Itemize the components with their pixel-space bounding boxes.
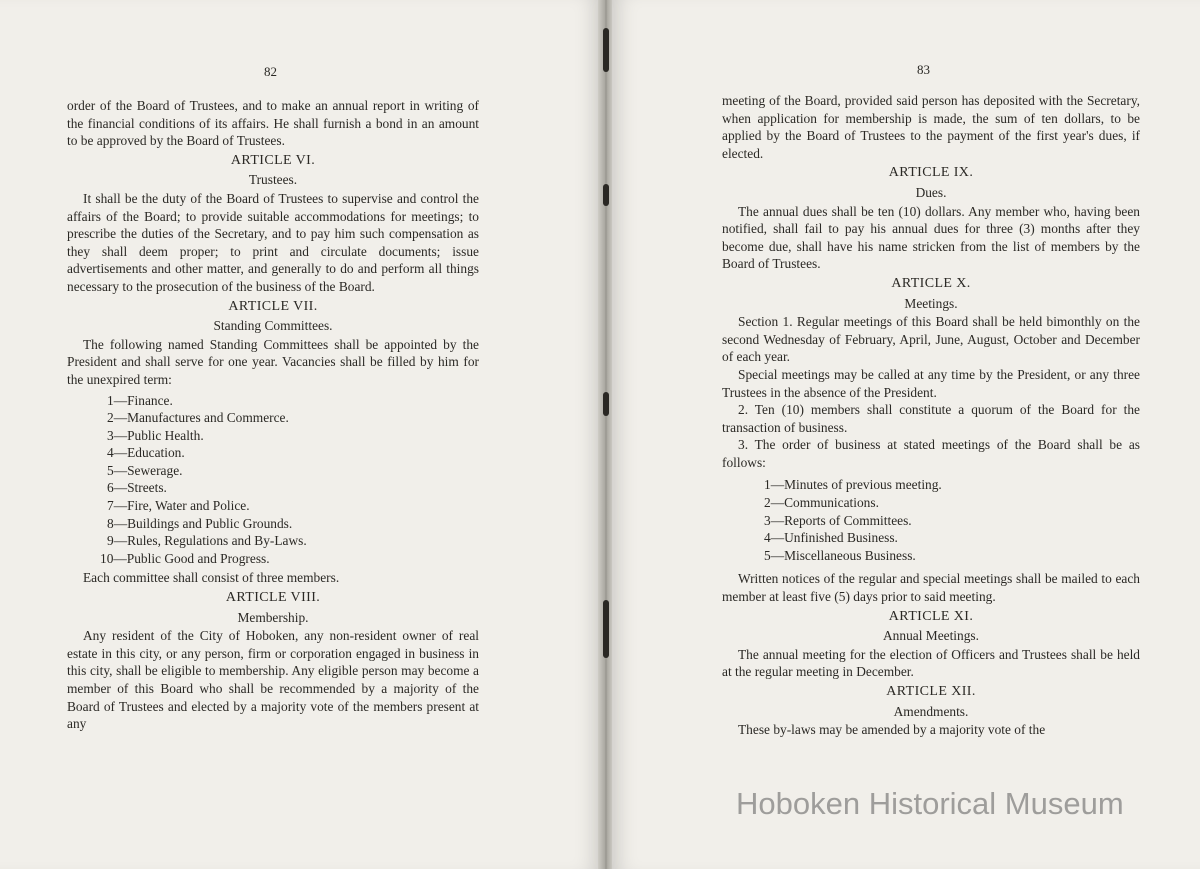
article-paragraph: Written notices of the regular and special meetings shall be mailed to each member at least five (5) days prior to said meeting.	[722, 571, 1140, 605]
list-item: 9—Rules, Regulations and By-Laws.	[107, 533, 307, 549]
article-paragraph: These by-laws may be amended by a majority vote of the	[738, 722, 1046, 738]
article-subheading: Meetings.	[904, 295, 958, 311]
list-item: 6—Streets.	[107, 480, 167, 496]
article-paragraph: Special meetings may be called at any time by the President, or any three Trustees in the absence of the President.	[722, 366, 1140, 400]
continued-paragraph: order of the Board of Trustees, and to make an annual report in writing of the financial conditions of its affairs. He shall furnish a bond in an amount to be approved by the Board of Trustees.	[67, 98, 479, 149]
article-subheading: Annual Meetings.	[883, 628, 979, 644]
order-of-business-list	[722, 476, 1140, 564]
article-subheading: Amendments.	[893, 703, 969, 719]
list-item: 2—Communications.	[764, 495, 879, 511]
article-paragraph: The annual dues shall be ten (10) dollars. Any member who, having been notified, shall fail to pay his annual dues for three (3) months after they become due, shall have his name stricken from the list of members by the Board of Trustees.	[722, 203, 1140, 272]
page-number: 82	[264, 64, 277, 79]
page-number: 83	[917, 62, 930, 77]
list-item: 10—Public Good and Progress.	[100, 550, 270, 566]
list-item: 5—Miscellaneous Business.	[764, 547, 916, 563]
right-page	[612, 0, 1200, 869]
continued-paragraph: meeting of the Board, provided said person has deposited with the Secretary, when application for membership is made, the sum of ten dollars, to be applied by the Board of Trustees to the payment of the first year's dues, if elected.	[722, 93, 1140, 161]
article-heading: ARTICLE VIII.	[225, 590, 321, 606]
list-item: 3—Public Health.	[107, 427, 204, 443]
binding-stitch	[603, 600, 609, 658]
article-subheading: Membership.	[237, 609, 309, 625]
list-item: 4—Education.	[107, 445, 185, 461]
list-item: 7—Fire, Water and Police.	[107, 498, 250, 514]
article-paragraph: Any resident of the City of Hoboken, any non-resident owner of real estate in this city, or any person, firm or corporation engaged in business in this city, shall be eligible to membership. Any eligible person may become a member of this Board who shall be recommended by a majority of the Board of Trustees and elected by a majority vote of the members present at any	[67, 628, 479, 732]
article-heading: ARTICLE VI.	[230, 152, 316, 168]
article-subheading: Dues.	[915, 184, 947, 200]
committee-list	[67, 392, 479, 568]
article-paragraph: 2. Ten (10) members shall constitute a quorum of the Board for the transaction of business.	[722, 402, 1140, 435]
article-heading: ARTICLE XII.	[886, 684, 976, 699]
list-item: 5—Sewerage.	[107, 462, 183, 478]
article-subheading: Trustees.	[248, 172, 298, 188]
list-item: 3—Reports of Committees.	[764, 512, 912, 528]
article-heading: ARTICLE VII.	[228, 298, 318, 314]
article-heading: ARTICLE XI.	[888, 608, 974, 624]
article-paragraph: The following named Standing Committees shall be appointed by the President and shall serve for one year. Vacancies shall be filled by him for the unexpired term:	[67, 336, 479, 387]
list-item: 1—Minutes of previous meeting.	[764, 477, 942, 493]
article-paragraph: The annual meeting for the election of Officers and Trustees shall be held at the regular meeting in December.	[722, 646, 1140, 680]
article-heading: ARTICLE IX.	[888, 165, 974, 181]
list-item: 2—Manufactures and Commerce.	[107, 410, 289, 426]
article-paragraph: It shall be the duty of the Board of Trustees to supervise and control the affairs of the Board; to provide suitable accommodations for meetings; to prescribe the duties of the Secretary, and to pay him such compensation as they shall deem proper; to print and circulate documents; issue advertisements and other matter, and generally to do and perform all things necessary to the prosecution of the business of the Board.	[67, 190, 479, 294]
article-paragraph: Section 1. Regular meetings of this Board shall be held bimonthly on the second Wednesday of February, April, June, August, October and December of each year.	[722, 314, 1140, 365]
binding-stitch	[603, 184, 609, 206]
article-paragraph: Each committee shall consist of three members.	[83, 570, 340, 586]
list-item: 4—Unfinished Business.	[764, 530, 898, 546]
article-subheading: Standing Committees.	[213, 318, 333, 334]
right-page-text	[722, 92, 1140, 739]
list-item: 8—Buildings and Public Grounds.	[107, 515, 293, 531]
article-paragraph: 3. The order of business at stated meetings of the Board shall be as follows:	[722, 437, 1140, 470]
list-item: 1—Finance.	[107, 392, 173, 408]
binding-stitch	[603, 392, 609, 416]
binding-stitch	[603, 28, 609, 72]
left-page-text	[67, 97, 479, 733]
museum-watermark: Hoboken Historical Museum	[736, 786, 1124, 821]
article-heading: ARTICLE X.	[891, 275, 971, 291]
